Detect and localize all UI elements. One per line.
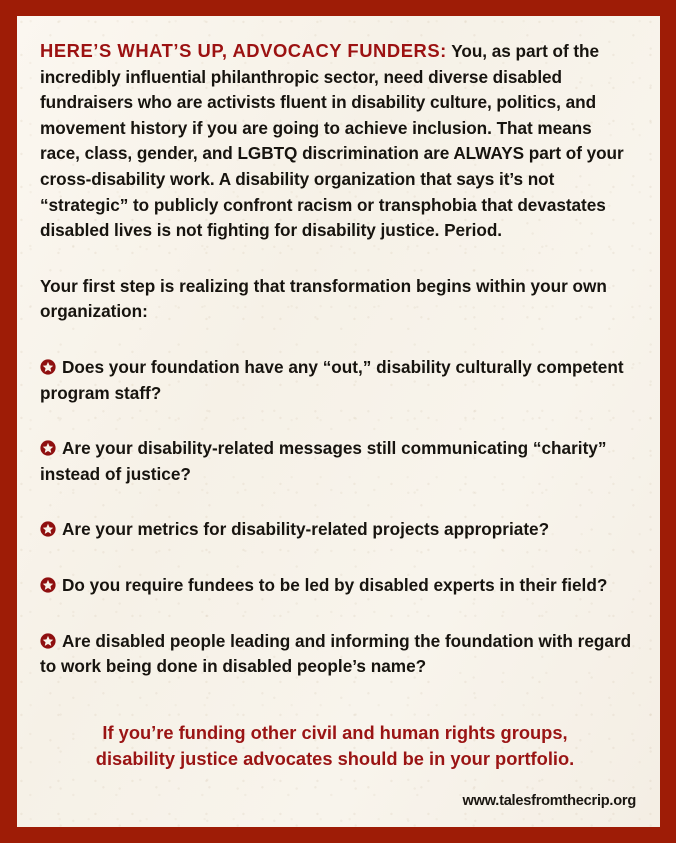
list-item	[40, 629, 636, 680]
list-item-label: Are your disability-related messages still communicating “charity” instead of justice?	[40, 438, 607, 484]
closing-line-1: If you’re funding other civil and human rights groups,	[102, 721, 568, 743]
star-in-circle-icon	[40, 519, 56, 535]
list-item	[40, 355, 636, 406]
star-in-circle-icon	[40, 575, 56, 591]
star-in-circle-icon	[40, 357, 56, 373]
poster-paper	[17, 16, 660, 827]
page-title: HERE’S WHAT’S UP, ADVOCACY FUNDERS:	[40, 40, 447, 61]
lede-body-text: You, as part of the incredibly influential philanthropic sector, need diverse disabled fundraisers who are activists fluent in disability culture, politics, and movement history if you are going to achieve inclusion. That means race, class, gender, and LGBTQ discrimination are ALWAYS part of your cross-disability work. A disability organization that says it’s not “strategic” to publicly confront racism or transphobia that devastates disabled lives is not fighting for disability justice. Period.	[40, 41, 624, 241]
list-item	[40, 517, 636, 543]
closing-line-2: disability justice advocates should be in your portfolio.	[95, 747, 575, 769]
list-item	[40, 573, 636, 599]
list-item-label: Are disabled people leading and informing the foundation with regard to work being done in disabled people’s name?	[40, 630, 632, 677]
list-item	[40, 436, 636, 487]
list-item-label: Do you require fundees to be led by disabled experts in their field?	[62, 574, 608, 595]
star-in-circle-icon	[40, 631, 56, 647]
questions-list	[40, 355, 636, 680]
website-url[interactable]: www.talesfromthecrip.org	[462, 793, 636, 809]
list-item-label: Does your foundation have any “out,” disability culturally competent program staff?	[40, 356, 624, 403]
star-in-circle-icon	[40, 438, 56, 454]
first-step-paragraph: Your first step is realizing that transformation begins within your own organization:	[40, 275, 607, 322]
list-item-label: Are your metrics for disability-related projects appropriate?	[62, 519, 550, 540]
lede-paragraph	[40, 38, 636, 244]
closing-statement	[40, 720, 636, 772]
